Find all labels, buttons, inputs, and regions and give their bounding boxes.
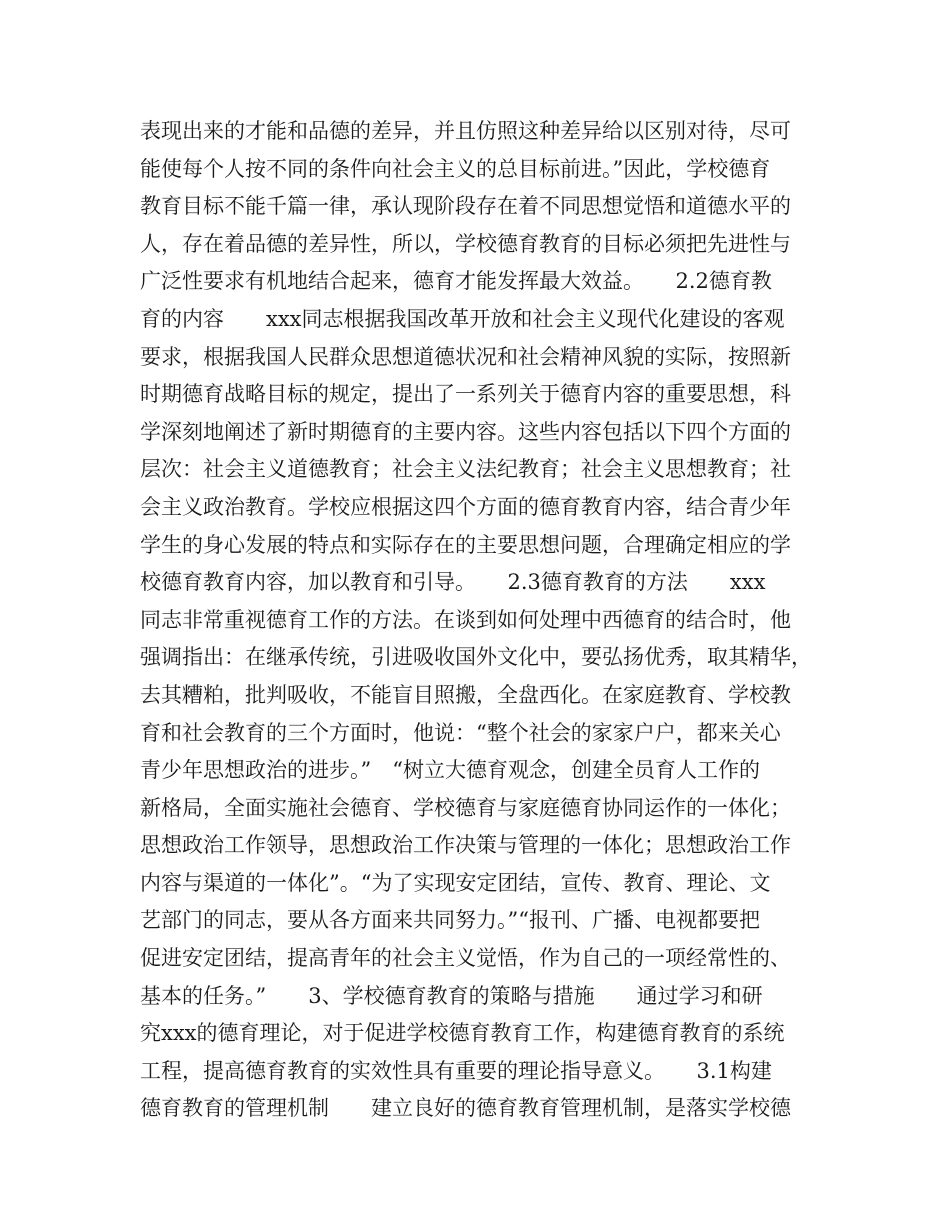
text-line: 广泛性要求有机地结合起来，德育才能发挥最大效益。 2.2德育教 <box>140 269 772 294</box>
text-line: 人，存在着品德的差异性，所以，学校德育教育的目标必须把先进性与 <box>140 231 791 256</box>
text-line: 促进安定团结，提高青年的社会主义觉悟，作为自己的一项经常性的、 <box>140 946 791 971</box>
text-line: 育和社会教育的三个方面时，他说：“整个社会的家家户户，都来关心 <box>140 720 781 745</box>
text-line: 学深刻地阐述了新时期德育的主要内容。这些内容包括以下四个方面的 <box>140 419 791 444</box>
text-line: 艺部门的同志，要从各方面来共同努力。”“报刊、广播、电视都要把 <box>140 908 760 933</box>
text-line: 去其糟粕，批判吸收，不能盲目照搬，全盘西化。在家庭教育、学校教 <box>140 682 791 707</box>
text-line: 能使每个人按不同的条件向社会主义的总目标前进。”因此，学校德育 <box>140 156 771 181</box>
body-text <box>140 113 820 1128</box>
text-line: 同志非常重视德育工作的方法。在谈到如何处理中西德育的结合时，他 <box>140 607 791 632</box>
text-line: 思想政治工作领导，思想政治工作决策与管理的一体化；思想政治工作 <box>140 833 791 858</box>
text-line: 内容与渠道的一体化”。“为了实现安定团结，宣传、教育、理论、文 <box>140 870 771 895</box>
text-line: 新格局，全面实施社会德育、学校德育与家庭德育协同运作的一体化； <box>140 795 791 820</box>
text-line: 青少年思想政治的进步。” “树立大德育观念，创建全员育人工作的 <box>140 758 760 783</box>
text-line: 学生的身心发展的特点和实际存在的主要思想问题，合理确定相应的学 <box>140 532 791 557</box>
text-line: 工程，提高德育教育的实效性具有重要的理论指导意义。 3.1构建 <box>140 1058 772 1083</box>
text-line: 时期德育战略目标的规定，提出了一系列关于德育内容的重要思想，科 <box>140 382 791 407</box>
text-line: 究xxx的德育理论，对于促进学校德育教育工作，构建德育教育的系统 <box>140 1021 785 1046</box>
text-line: 要求，根据我国人民群众思想道德状况和社会精神风貌的实际，按照新 <box>140 344 791 369</box>
text-line: 表现出来的才能和品德的差异，并且仿照这种差异给以区别对待，尽可 <box>140 119 791 143</box>
text-line: 会主义政治教育。学校应根据这四个方面的德育教育内容，结合青少年 <box>140 494 791 519</box>
text-line: 层次：社会主义道德教育；社会主义法纪教育；社会主义思想教育；社 <box>140 457 791 482</box>
text-line: 校德育教育内容，加以教育和引导。 2.3德育教育的方法 xxx <box>140 570 766 595</box>
text-line: 德育教育的管理机制 建立良好的德育教育管理机制，是落实学校德 <box>140 1096 791 1121</box>
text-line: 育的内容 xxx同志根据我国改革开放和社会主义现代化建设的客观 <box>140 306 785 331</box>
text-line: 强调指出：在继承传统，引进吸收国外文化中，要弘扬优秀，取其精华， <box>140 645 812 670</box>
text-line: 基本的任务。” 3、学校德育教育的策略与措施 通过学习和研 <box>140 983 763 1008</box>
text-line: 教育目标不能千篇一律，承认现阶段存在着不同思想觉悟和道德水平的 <box>140 194 791 219</box>
